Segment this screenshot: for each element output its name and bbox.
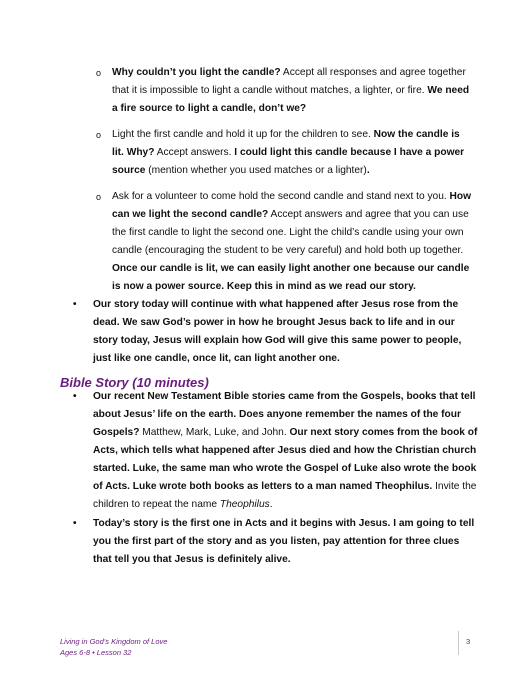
- footer-lesson-info: Ages 6-8 • Lesson 32: [60, 648, 132, 657]
- script-text: Today’s story is the first one in Acts and it begins with Jesus. I am going to tell you the first part of the story and as you listen, pay attention for three clues that tell you that Jesus is definitely alive.: [93, 518, 475, 565]
- instruction-text: Accept all responses and agree together that it is impossible to light a candle without matches, a lighter, or fire.: [112, 67, 466, 96]
- bullet-gospels: [73, 388, 478, 514]
- bullet-story-continue: [73, 296, 478, 368]
- script-text: Now the candle is lit. Why?: [112, 129, 460, 158]
- bullet-todays-story: [73, 515, 478, 569]
- period-text: .: [366, 165, 370, 176]
- instruction-text: Ask for a volunteer to come hold the second candle and stand next to you.: [112, 191, 450, 202]
- sub-item-second-candle: [96, 188, 474, 296]
- instruction-text: Accept answers and agree that you can use the first candle to light the second one. Light the child’s candle using your own candle (encouraging the student to be very careful) and hold both up together.: [112, 209, 469, 256]
- bullet-dot-icon: •: [73, 391, 77, 402]
- section-heading-bible-story: Bible Story (10 minutes): [60, 375, 209, 390]
- period-text: .: [269, 499, 273, 510]
- script-text: I could light this candle because I have a power source: [112, 147, 465, 176]
- page-number: 3: [466, 637, 471, 646]
- script-text: Our story today will continue with what happened after Jesus rose from the dead. We saw God’s power in how he brought Jesus back to life and in our story today, Jesus will explain how God will give this same power to people, just like one candle, once lit, can light another one.: [93, 299, 462, 364]
- footer-course-title: Living in God’s Kingdom of Love: [60, 637, 168, 646]
- bullet-dot-icon: •: [73, 299, 77, 310]
- sub-item-light-first-candle: [96, 126, 474, 180]
- script-text: How can we light the second candle?: [112, 191, 472, 220]
- emphasis-text: Theophilus: [219, 499, 270, 510]
- circle-bullet-icon: o: [96, 192, 102, 202]
- script-text: Our next story comes from the book of Acts, which tells what happened after Jesus died and how the Christian church started. Luke, the same man who wrote the Gospel of Luke also wrote the book of Acts. Luke wrote both books as letters to a man named Theophilus.: [93, 427, 478, 492]
- circle-bullet-icon: o: [96, 130, 102, 140]
- sub-item-why-couldnt-light: [96, 64, 474, 118]
- circle-bullet-icon: o: [96, 68, 102, 78]
- instruction-text: (mention whether you used matches or a lighter): [145, 165, 367, 176]
- footer-divider: [458, 631, 459, 655]
- instruction-text: Accept answers.: [154, 147, 235, 158]
- script-text: We need a fire source to light a candle, don’t we?: [112, 85, 470, 114]
- instruction-text: Matthew, Mark, Luke, and John.: [139, 427, 290, 438]
- instruction-text: Light the first candle and hold it up for the children to see.: [112, 129, 374, 140]
- bullet-dot-icon: •: [73, 518, 77, 529]
- script-text: Our recent New Testament Bible stories came from the Gospels, books that tell about Jesus’ life on the earth. Does anyone remember the names of the four Gospels?: [93, 391, 476, 438]
- instruction-text: Invite the children to repeat the name: [93, 481, 477, 510]
- question-text: Why couldn’t you light the candle?: [112, 67, 281, 78]
- footer-course-info: [60, 636, 167, 658]
- script-text: Once our candle is lit, we can easily light another one because our candle is now a power source. Keep this in mind as we read our story.: [112, 263, 470, 292]
